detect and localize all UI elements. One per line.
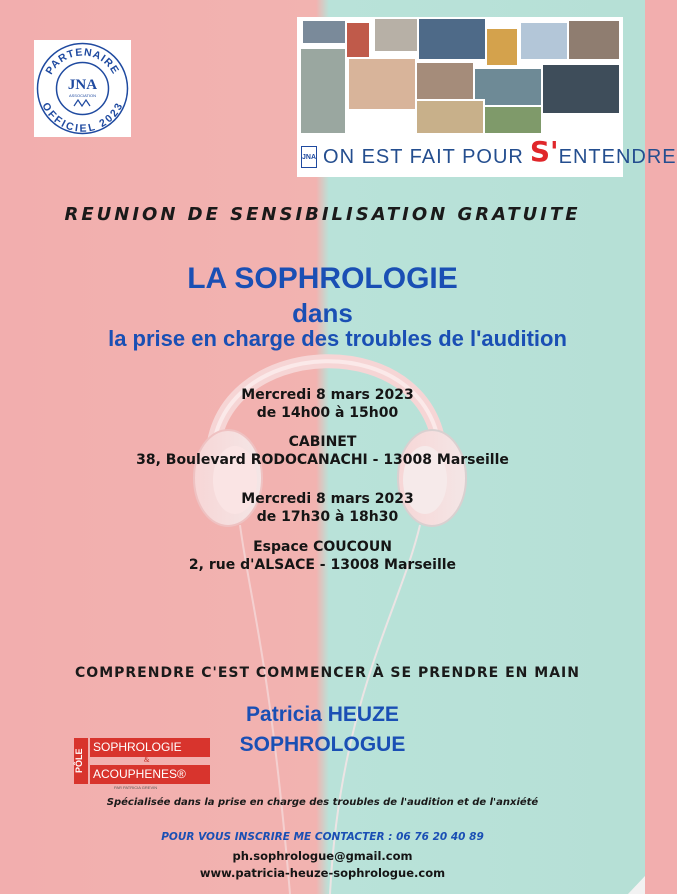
collage-photo [345, 21, 371, 61]
collage-photo [301, 19, 347, 45]
person-name: Patricia HEUZE [246, 703, 399, 726]
collage-photo [373, 17, 423, 53]
specialty-text: Spécialisée dans la prise en charge des troubles de l'audition et de l'anxiété [106, 797, 539, 808]
collage-photos [297, 17, 623, 135]
jna-mini-logo: JNA [301, 146, 317, 168]
slogan-s: S' [529, 134, 559, 168]
session-2-time: de 17h30 à 18h30 [256, 509, 399, 525]
session-2-datetime [0, 490, 645, 526]
session-1-place: CABINET [288, 434, 357, 450]
slogan [301, 134, 677, 173]
pole-amp-text: & [144, 756, 150, 764]
jna-seal-icon [34, 40, 131, 137]
badge-bottom-text: OFFICIEL 2023 [39, 100, 126, 135]
collage-photo [541, 63, 621, 115]
session-1-time: de 14h00 à 15h00 [256, 405, 399, 421]
slogan-main: ON EST FAIT POUR [323, 145, 524, 168]
photo-collage [297, 17, 677, 177]
collage-photo [417, 17, 487, 61]
collage-photo [299, 47, 347, 135]
session-2-date: Mercredi 8 mars 2023 [241, 491, 414, 507]
pole-top-text: SOPHROLOGIE [90, 738, 210, 757]
title-line-3: la prise en charge des troubles de l'audition [108, 326, 567, 351]
person-role: SOPHROLOGUE [239, 733, 406, 756]
pole-sub-text: PAR PATRICIA GREVIN [114, 785, 158, 790]
session-1-address: 38, Boulevard RODOCANACHI - 13008 Marseille [136, 452, 509, 468]
badge-center-sub: ASSOCIATION [68, 93, 97, 98]
session-1-location [0, 433, 645, 469]
collage-photo [485, 27, 519, 67]
session-1-datetime [0, 386, 645, 422]
pole-sophrologie-logo [74, 738, 210, 792]
session-1-date: Mercredi 8 mars 2023 [241, 387, 414, 403]
title-line-1: LA SOPHROLOGIE [187, 262, 458, 295]
collage-photo [483, 105, 543, 135]
collage-photo [567, 19, 621, 61]
session-2-place: Espace COUCOUN [253, 539, 392, 555]
tagline: COMPRENDRE C'EST COMMENCER À SE PRENDRE EN MAIN [75, 665, 580, 681]
title-line-2: dans [292, 298, 353, 328]
page-heading: REUNION DE SENSIBILISATION GRATUITE [64, 204, 581, 225]
contact-email[interactable]: ph.sophrologue@gmail.com [232, 849, 413, 863]
pole-bottom-text: ACOUPHENES® [90, 765, 210, 784]
collage-photo [415, 99, 485, 135]
session-2-location [0, 538, 645, 574]
slogan-end: ENTENDRE [558, 145, 677, 168]
collage-photo [519, 21, 569, 61]
pole-side-text: PÔLE [74, 738, 88, 784]
jna-partner-badge [34, 40, 131, 137]
contact-website[interactable]: www.patricia-heuze-sophrologue.com [199, 866, 446, 880]
session-2-address: 2, rue d'ALSACE - 13008 Marseille [188, 557, 457, 573]
badge-top-text: PARTENAIRE [43, 46, 122, 77]
collage-photo [347, 57, 417, 111]
collage-photo [415, 61, 475, 101]
contact-label: POUR VOUS INSCRIRE ME CONTACTER : 06 76 20 40 89 [161, 831, 484, 843]
badge-center-text: JNA [67, 77, 98, 93]
